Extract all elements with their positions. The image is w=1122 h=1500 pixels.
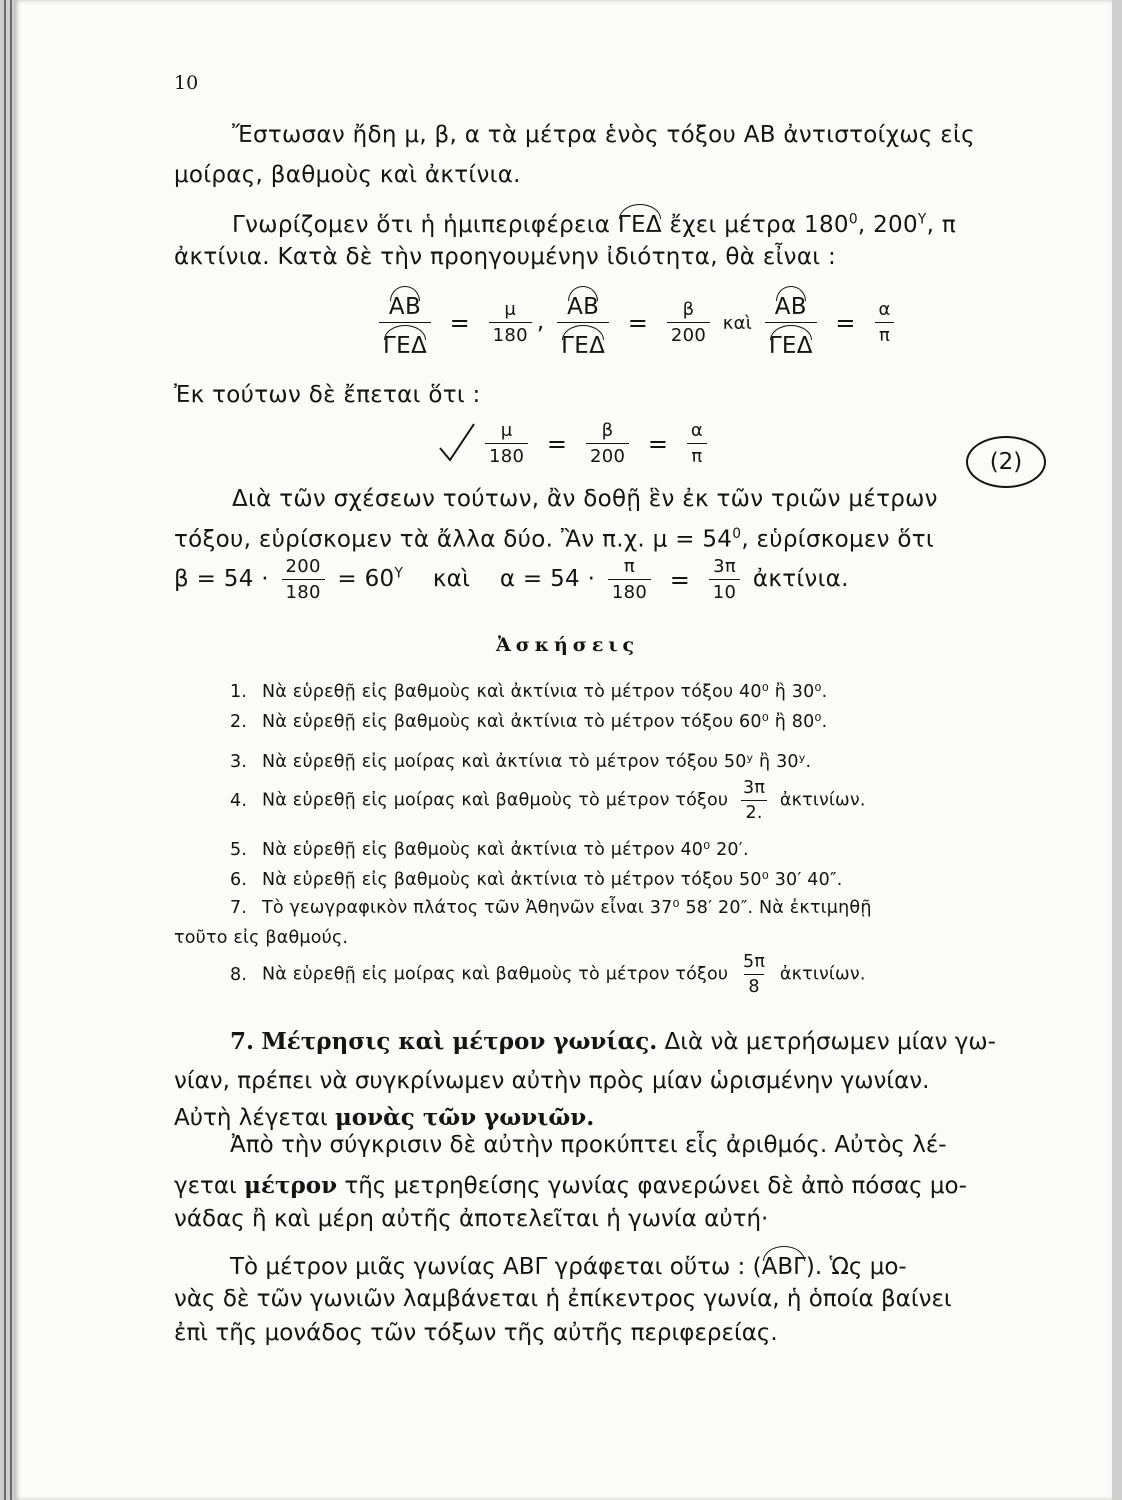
section-title: Μέτρησις καὶ μέτρον γωνίας. bbox=[261, 1028, 658, 1055]
section-7-line4: Ἀπὸ τὴν σύγκρισιν δὲ αὐτὴν προκύπτει εἷς ἀριθμός. Αὐτὸς λέ- bbox=[230, 1132, 947, 1158]
section-7-line9: ἐπὶ τῆς μονάδος τῶν τόξων τῆς αὐτῆς περιφερείας. bbox=[174, 1320, 778, 1346]
equals: = bbox=[449, 308, 471, 337]
term-unit-of-angles: μονὰς τῶν γωνιῶν bbox=[334, 1104, 587, 1131]
exercise-7-line2: τοῦτο εἰς βαθμούς. bbox=[174, 928, 349, 948]
arc-ab: ΑΒ bbox=[775, 286, 807, 320]
checkmark-icon bbox=[438, 422, 478, 466]
section-7-line5: γεται μέτρον τῆς μετρηθείσης γωνίας φανερώνει δὲ ἀπὸ πόσας μο- bbox=[174, 1172, 967, 1199]
para2-line1 bbox=[232, 204, 956, 238]
frac-alpha-pi: $\frac{\alpha}{\pi}$ bbox=[874, 299, 894, 346]
exercise-4: 4. Νὰ εὑρεθῇ εἰς μοίρας καὶ βαθμοὺς τὸ μέτρον τόξου $\frac{3\pi}{2.}$ ἀκτινίων. bbox=[230, 778, 866, 823]
equals: = bbox=[627, 308, 649, 337]
para1-line1: Ἔστωσαν ἤδη μ, β, α τὰ μέτρα ἑνὸς τόξου ΑΒ ἀντιστοίχως εἰς bbox=[232, 122, 975, 148]
degree-mark: 0 bbox=[848, 211, 858, 228]
section-7-line8: νὰς δὲ τῶν γωνιῶν λαμβάνεται ἡ ἐπίκεντρος γωνία, ἡ ὁποία βαίνει bbox=[174, 1286, 952, 1312]
frac-ab-ged-1 bbox=[379, 286, 431, 359]
arc-ab: ΑΒ bbox=[389, 286, 421, 320]
section-7-line2: νίαν, πρέπει νὰ συγκρίνωμεν αὐτὴν πρὸς μίαν ὡρισμένην γωνίαν. bbox=[174, 1068, 930, 1094]
section-7-line1: 7. Μέτρησις καὶ μέτρον γωνίας. Διὰ νὰ μετρήσωμεν μίαν γω- bbox=[230, 1028, 996, 1055]
frac-beta-200: $\frac{\beta}{200}$ bbox=[586, 420, 629, 467]
page-number: 10 bbox=[174, 72, 199, 94]
para1-line2: μοίρας, βαθμοὺς καὶ ἀκτίνια. bbox=[174, 162, 521, 188]
equals: = bbox=[546, 429, 568, 458]
page-edge-left bbox=[4, 0, 6, 1500]
para3: Ἐκ τούτων δὲ ἔπεται ὅτι : bbox=[174, 382, 481, 408]
degree-mark: 0 bbox=[732, 526, 742, 542]
term-measure: μέτρον bbox=[244, 1172, 338, 1199]
frac-3pi-10: $\frac{3\pi}{10}$ bbox=[709, 556, 741, 603]
formula-3: β = 54 · $\frac{200}{180}$ = $60^Y$ καὶ α = 54 · $\frac{\pi}{180}$ = $\frac{3\pi}{10}$ ἀκτίνια. bbox=[174, 556, 849, 603]
para4-line1: Διὰ τῶν σχέσεων τούτων, ἂν δοθῇ ἓν ἐκ τῶν τριῶν μέτρων bbox=[232, 486, 938, 512]
exercise-5: 5. Νὰ εὑρεθῇ εἰς βαθμοὺς καὶ ἀκτίνια τὸ μέτρον 40⁰ 20′. bbox=[230, 840, 749, 860]
equals: = bbox=[647, 429, 669, 458]
para4-line2: τόξου, εὑρίσκομεν τὰ ἄλλα δύο. Ἂν π.χ. $\mu = 54^0$, εὑρίσκομεν ὅτι bbox=[174, 526, 935, 553]
exercises-heading: Ἀσκήσεις bbox=[496, 634, 640, 656]
section-number: 7. bbox=[230, 1028, 255, 1055]
grad-mark: Y bbox=[394, 565, 404, 582]
section-7-line7: Τὸ μέτρον μιᾶς γωνίας ΑΒΓ γράφεται οὕτω : (ΑΒΓ). Ὡς μο- bbox=[230, 1246, 907, 1280]
frac-5pi-8: $\frac{5\pi}{8}$ bbox=[743, 952, 766, 997]
frac-pi-180: $\frac{\pi}{180}$ bbox=[608, 556, 651, 603]
frac-alpha-pi: $\frac{\alpha}{\pi}$ bbox=[687, 420, 707, 467]
exercise-8: 8. Νὰ εὑρεθῇ εἰς μοίρας καὶ βαθμοὺς τὸ μέτρον τόξου $\frac{5\pi}{8}$ ἀκτινίων. bbox=[230, 952, 866, 997]
section-7-line6: νάδας ἢ καὶ μέρη αὐτῆς ἀποτελεῖται ἡ γωνία αὐτή· bbox=[174, 1206, 769, 1232]
frac-ab-ged-3 bbox=[765, 286, 817, 359]
kai: καὶ bbox=[722, 313, 753, 334]
equals: = bbox=[835, 308, 856, 337]
exercise-3: 3. Νὰ εὑρεθῇ εἰς μοίρας καὶ ἀκτίνια τὸ μέτρον τόξου 50ʸ ἢ 30ʸ. bbox=[230, 752, 812, 772]
para2-text-d: , π bbox=[926, 212, 957, 238]
section-7-line3: Αὐτὴ λέγεται μονὰς τῶν γωνιῶν. bbox=[174, 1104, 595, 1131]
exercise-1: 1. Νὰ εὑρεθῇ εἰς βαθμοὺς καὶ ἀκτίνια τὸ μέτρον τόξου 40⁰ ἢ 30⁰. bbox=[230, 682, 828, 702]
para2-line2: ἀκτίνια. Κατὰ δὲ τὴν προηγουμένην ἰδιότητα, θὰ εἶναι : bbox=[174, 244, 837, 270]
exercise-2: 2. Νὰ εὑρεθῇ εἰς βαθμοὺς καὶ ἀκτίνια τὸ μέτρον τόξου 60⁰ ἢ 80⁰. bbox=[230, 712, 828, 732]
equation-label-circled: (2) bbox=[966, 436, 1046, 488]
arc-ged: ΓΕΔ bbox=[618, 204, 662, 238]
grad-mark: Y bbox=[917, 211, 927, 228]
formula-1 bbox=[374, 286, 900, 359]
arc-ab: ΑΒ bbox=[567, 286, 599, 320]
exercise-6: 6. Νὰ εὑρεθῇ εἰς βαθμοὺς καὶ ἀκτίνια τὸ μέτρον τόξου 50⁰ 30′ 40″. bbox=[230, 870, 843, 890]
frac-mu-180: $\frac{\mu}{180}$ bbox=[489, 299, 532, 346]
frac-3pi-2: $\frac{3\pi}{2.}$ bbox=[743, 778, 766, 823]
arc-abg: ΑΒΓ bbox=[762, 1246, 806, 1280]
para2-text-c: , 200 bbox=[857, 212, 918, 238]
frac-200-180: $\frac{200}{180}$ bbox=[282, 556, 325, 603]
para2-text-a: Γνωρίζομεν ὅτι ἡ ἡμιπεριφέρεια bbox=[232, 212, 611, 238]
book-page bbox=[14, 0, 1112, 1500]
frac-ab-ged-2 bbox=[557, 286, 609, 359]
arc-ged: ΓΕΔ bbox=[769, 325, 813, 359]
para2-text-b: ἔχει μέτρα 180 bbox=[669, 212, 849, 238]
exercise-7: 7. Τὸ γεωγραφικὸν πλάτος τῶν Ἀθηνῶν εἶναι 37⁰ 58′ 20″. Νὰ ἐκτιμηθῇ bbox=[230, 898, 872, 918]
comma: , bbox=[536, 309, 545, 335]
arc-ged: ΓΕΔ bbox=[383, 325, 427, 359]
frac-beta-200: $\frac{\beta}{200}$ bbox=[667, 299, 710, 346]
formula-2 bbox=[480, 420, 712, 467]
page-edge-inner bbox=[10, 0, 12, 1500]
arc-ged: ΓΕΔ bbox=[561, 325, 605, 359]
frac-mu-180: $\frac{\mu}{180}$ bbox=[485, 420, 528, 467]
